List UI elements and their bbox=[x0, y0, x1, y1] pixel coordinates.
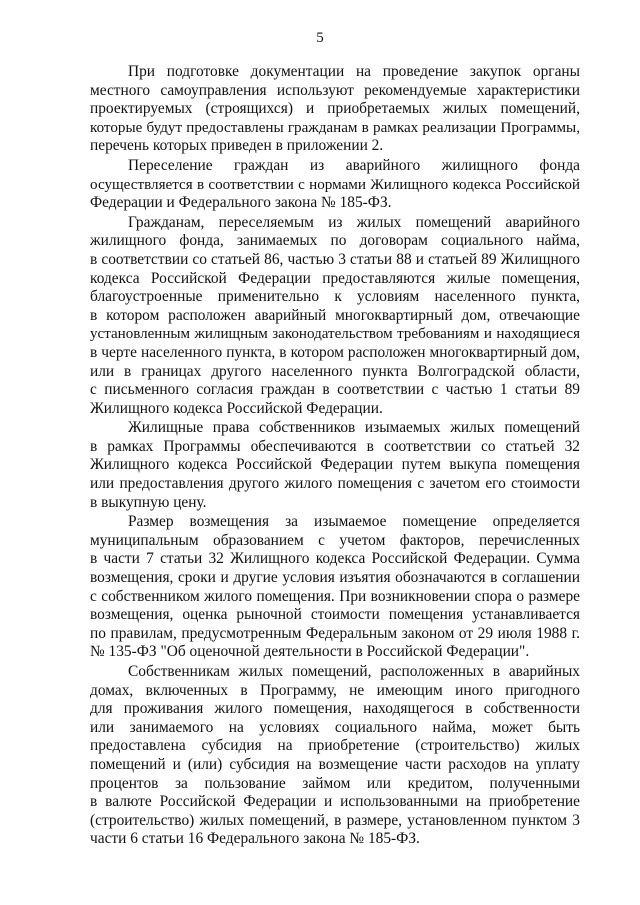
text-line: благоустроенные применительно к условиям населенного пункта, bbox=[90, 288, 580, 306]
text-line: жилищного фонда, занимаемых по договорам социального найма, bbox=[90, 232, 580, 250]
text-line: или предоставления другого жилого помещения с зачетом его стоимости bbox=[90, 475, 580, 493]
text-line: возмещения, сроки и другие условия изъятия обозначаются в соглашении bbox=[90, 569, 580, 587]
text-line: в котором расположен аварийный многоквартирный дом, отвечающие bbox=[90, 306, 580, 324]
text-line: предоставлена субсидия на приобретение (строительство) жилых bbox=[90, 737, 580, 755]
text-line: или занимаемого на условиях социального найма, может быть bbox=[90, 718, 580, 736]
text-line: в рамках Программы обеспечиваются в соответствии со статьей 32 bbox=[90, 437, 580, 455]
text-line: по правилам, предусмотренным Федеральным законом от 29 июля 1988 г. bbox=[90, 624, 580, 642]
text-line: для проживания жилого помещения, находящегося в собственности bbox=[90, 700, 580, 718]
text-line: № 135-ФЗ "Об оценочной деятельности в Российской Федерации". bbox=[90, 643, 530, 661]
text-line: Жилищного кодекса Российской Федерации. bbox=[90, 399, 383, 417]
text-line: с письменного согласия граждан в соответствии с частью 1 статьи 89 bbox=[90, 381, 580, 399]
text-line: в валюте Российской Федерации и использованными на приобретение bbox=[90, 793, 580, 811]
text-line: Жилищного кодекса Российской Федерации путем выкупа помещения bbox=[90, 456, 580, 474]
text-line: с собственником жилого помещения. При возникновении спора о размере bbox=[90, 587, 580, 605]
text-line: (строительство) жилых помещений, в размере, установленном пунктом 3 bbox=[90, 811, 580, 829]
text-line: Жилищные права собственников изымаемых жилых помещений bbox=[128, 419, 580, 437]
text-line: перечень которых приведен в приложении 2. bbox=[90, 137, 384, 155]
text-line: домах, включенных в Программу, не имеющим иного пригодного bbox=[90, 681, 580, 699]
text-line: Переселение граждан из аварийного жилищного фонда bbox=[128, 156, 580, 174]
text-line: установленным жилищным законодательством требованиям и находящиеся bbox=[90, 326, 580, 343]
text-line: возмещения, оценка рыночной стоимости помещения устанавливается bbox=[90, 606, 580, 624]
paragraph bbox=[90, 63, 580, 156]
text-line: в части 7 статьи 32 Жилищного кодекса Российской Федерации. Сумма bbox=[90, 550, 580, 568]
paragraph bbox=[90, 663, 580, 849]
text-line: Собственникам жилых помещений, расположенных в аварийных bbox=[128, 663, 580, 680]
text-line: в соответствии со статьей 86, частью 3 статьи 88 и статьей 89 Жилищного bbox=[90, 250, 580, 268]
text-line: или в границах другого населенного пункта Волгоградской области, bbox=[90, 362, 580, 380]
text-line: в черте населенного пункта, в котором расположен многоквартирный дом, bbox=[90, 343, 580, 361]
text-line: кодекса Российской Федерации предоставляются жилые помещения, bbox=[90, 269, 580, 287]
text-line: проектируемых (строящихся) и приобретаемых жилых помещений, bbox=[90, 100, 580, 118]
text-line: в выкупную цену. bbox=[90, 493, 207, 511]
text-line: помещений и (или) субсидия на возмещение части расходов на уплату bbox=[90, 755, 580, 773]
text-line: При подготовке документации на проведение закупок органы bbox=[128, 63, 580, 80]
text-line: процентов за пользование займом или кредитом, полученными bbox=[90, 774, 580, 792]
text-line: муниципальным образованием с учетом факторов, перечисленных bbox=[90, 531, 580, 549]
paragraph bbox=[90, 214, 580, 419]
page-number: 5 bbox=[316, 30, 324, 46]
paragraph bbox=[90, 157, 580, 213]
paragraph bbox=[90, 513, 580, 662]
text-line: местного самоуправления используют рекомендуемые характеристики bbox=[90, 81, 580, 99]
paragraph bbox=[90, 419, 580, 512]
text-line: которые будут предоставлены гражданам в рамках реализации Программы, bbox=[90, 119, 580, 136]
text-line: осуществляется в соответствии с нормами Жилищного кодекса Российской bbox=[90, 176, 580, 193]
text-line: Федерации и Федерального закона № 185-ФЗ. bbox=[90, 194, 392, 212]
document-body bbox=[90, 63, 580, 850]
text-line: Гражданам, переселяемым из жилых помещений аварийного bbox=[128, 213, 580, 231]
text-line: Размер возмещения за изымаемое помещение определяется bbox=[128, 513, 580, 531]
text-line: части 6 статьи 16 Федерального закона № 185-ФЗ. bbox=[90, 830, 420, 848]
